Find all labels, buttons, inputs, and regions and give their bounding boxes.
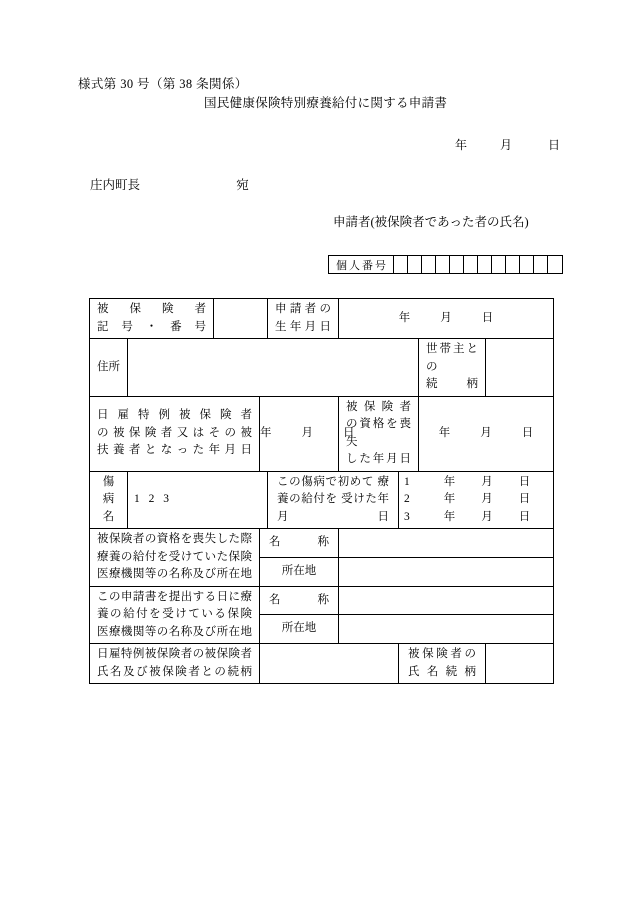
mynumber-cell[interactable] bbox=[450, 256, 464, 273]
became-insured-label-line1: 日雇特例被保険者 bbox=[97, 409, 252, 422]
cell-injury-label bbox=[90, 471, 128, 529]
injury-label-char: 病 bbox=[102, 493, 115, 505]
cell-insured-symbol-value[interactable] bbox=[214, 299, 268, 339]
mynumber-cell[interactable] bbox=[436, 256, 450, 273]
lost-qualification-day: 日 bbox=[521, 426, 534, 439]
current-institution-name-value bbox=[339, 592, 349, 608]
became-insured-year: 年 bbox=[260, 426, 272, 439]
current-institution-label-line2: 養の給付を受けている保険 bbox=[97, 608, 252, 620]
mynumber-cell[interactable] bbox=[520, 256, 534, 273]
mynumber-cell[interactable] bbox=[464, 256, 478, 273]
became-insured-day: 日 bbox=[343, 426, 355, 439]
daylaborer-label-line2: 氏名及び被保険者との続柄 bbox=[97, 665, 252, 678]
cell-became-insured-value[interactable] bbox=[260, 396, 355, 471]
cell-applicant-birth-value[interactable] bbox=[339, 299, 554, 339]
submission-date-year: 年 bbox=[455, 138, 468, 152]
injury-label-char: 傷 bbox=[102, 475, 115, 488]
first-treatment-index: 2 bbox=[404, 493, 410, 505]
household-relation-label-line1: 世帯主との bbox=[426, 343, 478, 373]
form-number: 様式第 30 号（第 38 条関係） bbox=[78, 77, 248, 91]
submission-date-day: 日 bbox=[548, 138, 561, 152]
cell-prev-institution-name-label bbox=[260, 529, 339, 558]
first-treatment-label-line3: 受けた年月日 bbox=[277, 493, 389, 523]
first-treatment-index: 1 bbox=[404, 475, 410, 488]
first-treatment-row[interactable] bbox=[399, 474, 553, 492]
cell-insured-name-relation-label bbox=[399, 644, 486, 684]
applicant-birth-ymd bbox=[339, 308, 553, 330]
lost-qualification-ymd bbox=[419, 423, 553, 445]
insured-symbol-label-line1: 被保険者 bbox=[97, 303, 206, 315]
prev-institution-address-label: 所在地 bbox=[281, 564, 317, 577]
cell-prev-institution-address-label bbox=[260, 557, 339, 586]
insured-symbol-value bbox=[214, 310, 224, 326]
first-treatment-month: 月 bbox=[481, 493, 493, 505]
first-treatment-day: 日 bbox=[518, 475, 531, 488]
first-treatment-month: 月 bbox=[481, 510, 493, 523]
mynumber-cell[interactable] bbox=[408, 256, 422, 273]
first-treatment-ymd bbox=[421, 491, 553, 509]
prev-institution-label-line1: 被保険者の資格を喪失した際 bbox=[97, 533, 252, 545]
mynumber-cells bbox=[394, 256, 562, 273]
current-institution-label-line1: この申請書を提出する日に療 bbox=[97, 590, 252, 603]
mynumber-cell[interactable] bbox=[548, 256, 562, 273]
table-row-prev-institution-name bbox=[90, 529, 554, 558]
addressee-line bbox=[90, 175, 249, 193]
insured-symbol-label-line2: 記号・番号 bbox=[97, 320, 206, 333]
first-treatment-label-line1: この傷病で初めて bbox=[277, 475, 374, 488]
cell-injury-values[interactable] bbox=[128, 471, 268, 529]
addressee-mayor: 庄内町長 bbox=[90, 178, 141, 192]
applicant-birth-label-line2: 生年月日 bbox=[275, 320, 331, 333]
address-value bbox=[128, 359, 138, 375]
table-row-current-institution-name bbox=[90, 586, 554, 615]
prev-institution-address-value bbox=[339, 563, 349, 579]
first-treatment-row[interactable] bbox=[399, 491, 553, 509]
mynumber-cell[interactable] bbox=[478, 256, 492, 273]
injury-label bbox=[90, 472, 127, 529]
mynumber-cell[interactable] bbox=[534, 256, 548, 273]
applicant-birth-label-line1: 申請者の bbox=[275, 303, 331, 315]
cell-current-institution-address-label bbox=[260, 615, 339, 644]
cell-address-value[interactable] bbox=[128, 339, 419, 397]
current-institution-name-label: 名称 bbox=[269, 593, 329, 606]
table-row-daylaborer bbox=[90, 644, 554, 684]
first-treatment-day: 日 bbox=[518, 510, 531, 523]
applicant-birth-day: 日 bbox=[481, 311, 494, 324]
applicant-name-label: 申請者(被保険者であった者の氏名) bbox=[333, 215, 529, 229]
applicant-birth-month: 月 bbox=[440, 311, 452, 324]
lost-qualification-month: 月 bbox=[480, 426, 492, 439]
addressee-ate: 宛 bbox=[236, 178, 249, 192]
cell-became-insured-label bbox=[90, 396, 260, 471]
daylaborer-label-line1: 日雇特例被保険者の被保険者 bbox=[97, 648, 252, 660]
injury-row[interactable]: 1 bbox=[134, 493, 140, 505]
cell-current-institution-name-label bbox=[260, 586, 339, 615]
cell-current-institution-address-value[interactable] bbox=[339, 615, 554, 644]
mynumber-label: 個人番号 bbox=[329, 256, 394, 273]
cell-prev-institution-label bbox=[90, 529, 260, 587]
mynumber-cell[interactable] bbox=[506, 256, 520, 273]
injury-row[interactable]: 2 bbox=[148, 493, 155, 505]
cell-household-relation-value[interactable] bbox=[486, 339, 554, 397]
cell-current-institution-label bbox=[90, 586, 260, 644]
cell-applicant-birth-label bbox=[268, 299, 339, 339]
first-treatment-row[interactable] bbox=[399, 509, 553, 527]
table-row-injury bbox=[90, 471, 554, 529]
prev-institution-name-label: 名称 bbox=[269, 536, 329, 549]
first-treatment-label-line2: 療養の給付を bbox=[277, 475, 389, 505]
insured-name-relation-label-line2: 氏名続柄 bbox=[408, 665, 476, 678]
mynumber-cell[interactable] bbox=[422, 256, 436, 273]
injury-row[interactable]: 3 bbox=[163, 493, 169, 505]
cell-insured-symbol-label bbox=[90, 299, 214, 339]
insured-name-relation-label-line1: 被保険者の bbox=[408, 648, 476, 660]
first-treatment-ymd bbox=[421, 474, 553, 492]
first-treatment-year: 年 bbox=[443, 493, 456, 505]
prev-institution-label-line2: 療養の給付を受けていた保険 bbox=[97, 550, 252, 563]
cell-prev-institution-address-value[interactable] bbox=[339, 557, 554, 586]
cell-household-relation-label bbox=[419, 339, 486, 397]
became-insured-label-line3: 扶養者となった年月日 bbox=[97, 444, 252, 457]
table-row-became-insured bbox=[90, 396, 554, 471]
cell-address-label bbox=[90, 339, 128, 397]
first-treatment-list bbox=[399, 472, 553, 529]
submission-date-month: 月 bbox=[500, 138, 513, 152]
mynumber-field bbox=[328, 255, 563, 274]
lost-qualification-label-line2: の資格を喪失 bbox=[346, 418, 411, 448]
first-treatment-month: 月 bbox=[481, 475, 493, 488]
cell-insured-name-relation-value[interactable] bbox=[486, 644, 554, 684]
household-relation-value bbox=[486, 359, 496, 375]
cell-current-institution-name-value[interactable] bbox=[339, 586, 554, 615]
injury-label-char: 名 bbox=[102, 510, 115, 523]
first-treatment-day: 日 bbox=[518, 493, 531, 505]
daylaborer-value bbox=[260, 655, 270, 671]
first-treatment-ymd bbox=[421, 509, 553, 527]
table-row-address bbox=[90, 339, 554, 397]
current-institution-address-value bbox=[339, 620, 349, 636]
prev-institution-name-value bbox=[339, 534, 349, 550]
became-insured-ymd bbox=[260, 423, 355, 445]
household-relation-label-line2: 続柄 bbox=[426, 378, 478, 390]
mynumber-cell[interactable] bbox=[492, 256, 506, 273]
became-insured-month: 月 bbox=[301, 426, 313, 439]
cell-first-treatment-label bbox=[268, 471, 399, 529]
mynumber-cell[interactable] bbox=[394, 256, 408, 273]
lost-qualification-label-line3: した年月日 bbox=[346, 453, 411, 465]
current-institution-label-line3: 医療機関等の名称及び所在地 bbox=[97, 625, 252, 638]
application-table bbox=[89, 298, 554, 684]
became-insured-label-line2: の被保険者又はその被 bbox=[97, 426, 252, 439]
current-institution-address-label: 所在地 bbox=[281, 622, 317, 635]
cell-lost-qualification-label bbox=[339, 396, 419, 471]
address-label: 住所 bbox=[97, 360, 120, 373]
lost-qualification-year: 年 bbox=[438, 426, 451, 439]
cell-first-treatment-values[interactable] bbox=[399, 471, 554, 529]
applicant-birth-year: 年 bbox=[398, 311, 411, 324]
first-treatment-year: 年 bbox=[443, 510, 456, 523]
insured-name-relation-value bbox=[486, 655, 496, 671]
cell-lost-qualification-value[interactable] bbox=[419, 396, 554, 471]
injury-list bbox=[128, 489, 267, 511]
lost-qualification-label-line1: 被保険者 bbox=[346, 400, 411, 413]
document-title: 国民健康保険特別療養給付に関する申請書 bbox=[204, 96, 448, 110]
submission-date-line bbox=[455, 136, 560, 153]
first-treatment-year: 年 bbox=[443, 475, 456, 488]
prev-institution-label-line3: 医療機関等の名称及び所在地 bbox=[97, 568, 252, 580]
first-treatment-index: 3 bbox=[404, 510, 410, 523]
cell-daylaborer-label bbox=[90, 644, 260, 684]
table-row-insured-symbol bbox=[90, 299, 554, 339]
cell-daylaborer-value[interactable] bbox=[260, 644, 399, 684]
cell-prev-institution-name-value[interactable] bbox=[339, 529, 554, 558]
